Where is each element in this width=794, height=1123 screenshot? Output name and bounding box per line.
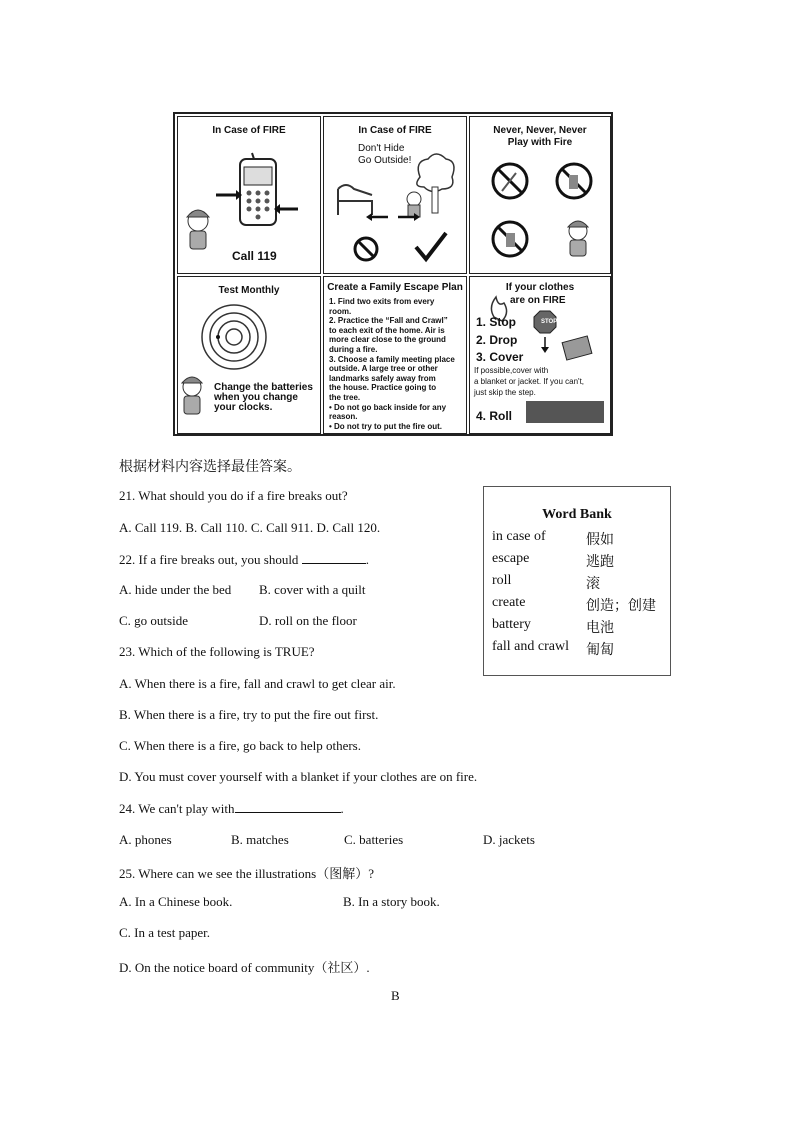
step-roll: 4. Roll (476, 409, 513, 423)
battery-caption-line2: when you change (214, 392, 298, 403)
stop-sign-text: STOP (541, 319, 558, 325)
word-zh: 逃跑 (586, 554, 614, 570)
plan-line: room. (329, 306, 352, 316)
instruction-text: 根据材料内容选择最佳答案。 (119, 459, 301, 475)
plan-line: 1. Find two exits from every (329, 297, 435, 306)
answer-blank (302, 551, 366, 564)
battery-caption-line3: your clocks. (214, 402, 273, 413)
option-24d: D. jackets (483, 832, 535, 847)
panel-title: In Case of FIRE (212, 125, 286, 136)
blanket-icon (562, 336, 592, 360)
panel-go-outside (323, 116, 467, 274)
option-23d: D. You must cover yourself with a blanket if your clothes are on fire. (119, 769, 478, 784)
word-en: escape (492, 551, 530, 566)
plan-line: outside. A large tree or other (329, 364, 438, 374)
roll-image (526, 401, 604, 423)
panel-title: In Case of FIRE (358, 125, 432, 136)
question-24-stem: 24. We can't play with (119, 801, 235, 816)
question-24-end: . (340, 801, 344, 816)
plan-line: the tree. (329, 392, 361, 402)
panel-test-monthly (177, 276, 321, 434)
no-matches-icon (493, 164, 527, 198)
plan-line: 2. Practice the “Fall and Crawl” (329, 316, 448, 326)
option-25d: D. On the notice board of community（社区）. (119, 960, 370, 975)
panel-title: Test Monthly (218, 285, 280, 296)
cover-note-line3: just skip the step. (474, 388, 536, 397)
question-22-end: . (365, 552, 369, 567)
word-zh: 电池 (586, 620, 614, 636)
panel-call-119 (177, 116, 321, 274)
plan-line: more clear close to the ground (329, 335, 446, 345)
option-24c: C. batteries (344, 832, 404, 847)
option-22a: A. hide under the bed (119, 582, 232, 597)
escape-plan-list (329, 297, 465, 431)
question-22 (119, 551, 369, 568)
panel-title-line2: are on FIRE (510, 295, 566, 306)
word-en: battery (492, 617, 531, 632)
question-21-options: A. Call 119. B. Call 110. C. Call 911. D. Call 120. (119, 520, 381, 535)
section-label: B (391, 988, 400, 1003)
panel-title-line1: Never, Never, Never (493, 125, 587, 136)
word-en: in case of (492, 529, 546, 544)
word-en: fall and crawl (492, 639, 569, 654)
no-fire-icons (470, 117, 611, 274)
plan-line: during a fire. (329, 344, 378, 354)
battery-caption-line1: Change the batteries (214, 382, 313, 393)
word-zh: 假如 (586, 532, 614, 548)
no-lighter-icon-2 (493, 222, 527, 256)
cover-note-line1: If possible,cover with (474, 366, 549, 375)
answer-blank (235, 800, 341, 813)
option-25a: A. In a Chinese book. (119, 894, 233, 909)
panel-title: Create a Family Escape Plan (327, 282, 463, 293)
panel-title-line1: If your clothes (505, 282, 575, 293)
step-drop: 2. Drop (476, 333, 518, 347)
fire-safety-poster (173, 112, 613, 436)
word-zh: 创造；创建 (586, 598, 656, 614)
option-25b: B. In a story book. (343, 894, 440, 909)
question-23: 23. Which of the following is TRUE? (119, 644, 315, 659)
no-lighter-icon (557, 164, 591, 198)
option-24a: A. phones (119, 832, 172, 847)
option-22d: D. roll on the floor (259, 613, 357, 628)
question-24 (119, 800, 344, 817)
dont-hide-text: Don't Hide (358, 143, 405, 154)
word-en: create (492, 595, 526, 610)
panel-title-line2: Play with Fire (507, 137, 573, 148)
word-bank-title: Word Bank (542, 507, 612, 522)
call-119-caption: Call 119 (232, 249, 277, 263)
question-21: 21. What should you do if a fire breaks out? (119, 488, 348, 503)
panel-clothes-on-fire (469, 276, 611, 434)
word-zh: 匍匐 (586, 642, 614, 658)
step-cover: 3. Cover (476, 350, 524, 364)
arrow-down-icon (541, 347, 549, 353)
option-23c: C. When there is a fire, go back to help others. (119, 738, 361, 753)
cover-note-line2: a blanket or jacket. If you can't, (474, 377, 585, 386)
word-zh: 滚 (586, 576, 600, 592)
word-bank (483, 486, 671, 676)
plan-line: to each exit of the home. Air is (329, 325, 445, 335)
option-23b: B. When there is a fire, try to put the fire out first. (119, 707, 379, 722)
plan-line: the house. Practice going to (329, 383, 437, 393)
option-25c: C. In a test paper. (119, 925, 210, 940)
panel-family-escape-plan (323, 276, 467, 434)
plan-line: 3. Choose a family meeting place (329, 354, 455, 364)
option-22b: B. cover with a quilt (259, 582, 366, 597)
step-stop: 1. Stop (476, 315, 517, 329)
option-22c: C. go outside (119, 613, 188, 628)
battery-caption (214, 383, 313, 413)
plan-line: landmarks safely away from (329, 373, 436, 383)
word-en: roll (492, 573, 512, 588)
go-outside-text: Go Outside! (358, 155, 412, 166)
plan-line: • Do not try to put the fire out. (329, 421, 443, 431)
panel-never-play-with-fire (469, 116, 611, 274)
option-23a: A. When there is a fire, fall and crawl to get clear air. (119, 676, 396, 691)
question-25: 25. Where can we see the illustrations（图解）? (119, 866, 374, 881)
plan-line: • Do not go back inside for any (329, 402, 447, 412)
escape-illustration (324, 117, 467, 274)
question-22-stem: 22. If a fire breaks out, you should (119, 552, 299, 567)
option-24b: B. matches (231, 832, 289, 847)
cover-note (474, 365, 584, 398)
plan-line: reason. (329, 412, 358, 422)
